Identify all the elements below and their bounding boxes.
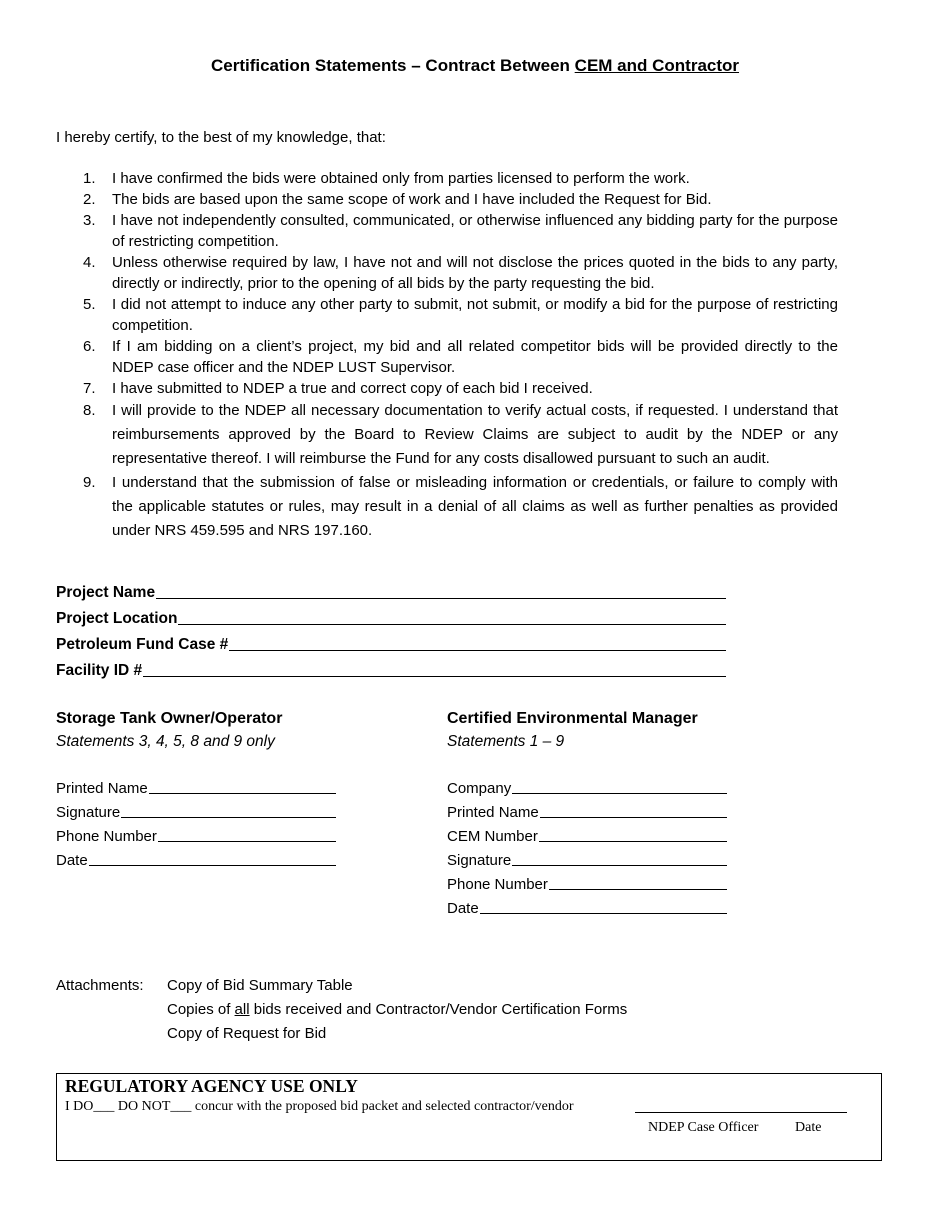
title-underlined: CEM and Contractor: [574, 56, 740, 75]
project-location-input[interactable]: [178, 624, 726, 625]
statement-item: 1. I have confirmed the bids were obtained only from parties licensed to perform the work.: [83, 170, 690, 187]
cem-subheading: Statements 1 – 9: [447, 733, 565, 750]
owner-printed-name-input[interactable]: [149, 793, 336, 794]
project-name-input[interactable]: [156, 598, 726, 599]
facility-id-field: Facility ID #: [56, 658, 726, 680]
cem-signature-input[interactable]: [512, 865, 727, 866]
case-officer-signature-line[interactable]: [635, 1112, 847, 1113]
regulatory-title: REGULATORY AGENCY USE ONLY: [65, 1076, 358, 1096]
regulatory-box: [56, 1073, 882, 1161]
cem-phone-field: Phone Number: [447, 873, 727, 893]
owner-date-input[interactable]: [89, 865, 336, 866]
regulatory-concur-line: I DO___ DO NOT___ concur with the proposed bid packet and selected contractor/vendor: [65, 1099, 574, 1114]
statement-item: 8. I will provide to the NDEP all necessary documentation to verify actual costs, if requested. I understand that reimbursements approved by the Board to Review Claims are subject to audit by the NDEP or any representative thereof. I will reimburse the Fund for any costs disallowed pursuant to such an audit.: [83, 402, 838, 467]
owner-date-field: Date: [56, 849, 336, 869]
page-title: Certification Statements – Contract Between CEM and Contractor: [210, 56, 740, 75]
petroleum-fund-case-input[interactable]: [229, 650, 726, 651]
cem-date-field: Date: [447, 897, 727, 917]
cem-number-field: CEM Number: [447, 825, 727, 845]
regulatory-date-label: Date: [795, 1120, 822, 1135]
cem-date-input[interactable]: [480, 913, 727, 914]
cem-printed-name-field: Printed Name: [447, 801, 727, 821]
statement-item: 2. The bids are based upon the same scope of work and I have included the Request for Bid.: [83, 191, 712, 208]
cem-number-input[interactable]: [539, 841, 727, 842]
attachment-item: Copies of all bids received and Contractor/Vendor Certification Forms: [167, 1001, 628, 1018]
owner-signature-field: Signature: [56, 801, 336, 821]
statement-list: [56, 168, 838, 543]
cem-heading: Certified Environmental Manager: [447, 710, 698, 727]
case-officer-label: NDEP Case Officer: [648, 1120, 759, 1135]
owner-printed-name-field: Printed Name: [56, 777, 336, 797]
project-name-field: Project Name: [56, 580, 726, 602]
statement-item: 7. I have submitted to NDEP a true and correct copy of each bid I received.: [83, 380, 593, 397]
cem-section: [447, 710, 727, 917]
owner-subheading: Statements 3, 4, 5, 8 and 9 only: [56, 733, 275, 750]
statement-item: 5. I did not attempt to induce any other party to submit, not submit, or modify a bid for the purpose of restricting competition.: [83, 296, 838, 334]
owner-heading: Storage Tank Owner/Operator: [56, 710, 283, 727]
cem-signature-field: Signature: [447, 849, 727, 869]
cem-company-field: Company: [447, 777, 727, 797]
owner-phone-field: Phone Number: [56, 825, 336, 845]
statement-item: 4. Unless otherwise required by law, I have not and will not disclose the prices quoted in the bids to any party, directly or indirectly, prior to the opening of all bids by the party requesting the bid.: [83, 254, 838, 292]
owner-section: [56, 710, 336, 869]
cem-printed-name-input[interactable]: [540, 817, 727, 818]
owner-signature-input[interactable]: [121, 817, 336, 818]
attachment-item: Copy of Bid Summary Table: [167, 977, 353, 994]
petroleum-fund-case-field: Petroleum Fund Case #: [56, 632, 726, 654]
project-location-field: Project Location: [56, 606, 726, 628]
attachment-item: Copy of Request for Bid: [167, 1025, 327, 1042]
intro-text: I hereby certify, to the best of my knowledge, that:: [56, 129, 386, 146]
statement-item: 9. I understand that the submission of false or misleading information or credentials, or failure to comply with the applicable statutes or rules, may result in a denial of all claims as well as further penalties as provided under NRS 459.595 and NRS 197.160.: [83, 474, 838, 539]
facility-id-input[interactable]: [143, 676, 726, 677]
cem-company-input[interactable]: [512, 793, 727, 794]
statement-item: 6. If I am bidding on a client’s project, my bid and all related competitor bids will be provided directly to the NDEP case officer and the NDEP LUST Supervisor.: [83, 338, 838, 376]
statement-item: 3. I have not independently consulted, communicated, or otherwise influenced any bidding party for the purpose of restricting competition.: [83, 212, 838, 250]
owner-phone-input[interactable]: [158, 841, 336, 842]
attachments-label: Attachments:: [56, 977, 144, 994]
cem-phone-input[interactable]: [549, 889, 727, 890]
